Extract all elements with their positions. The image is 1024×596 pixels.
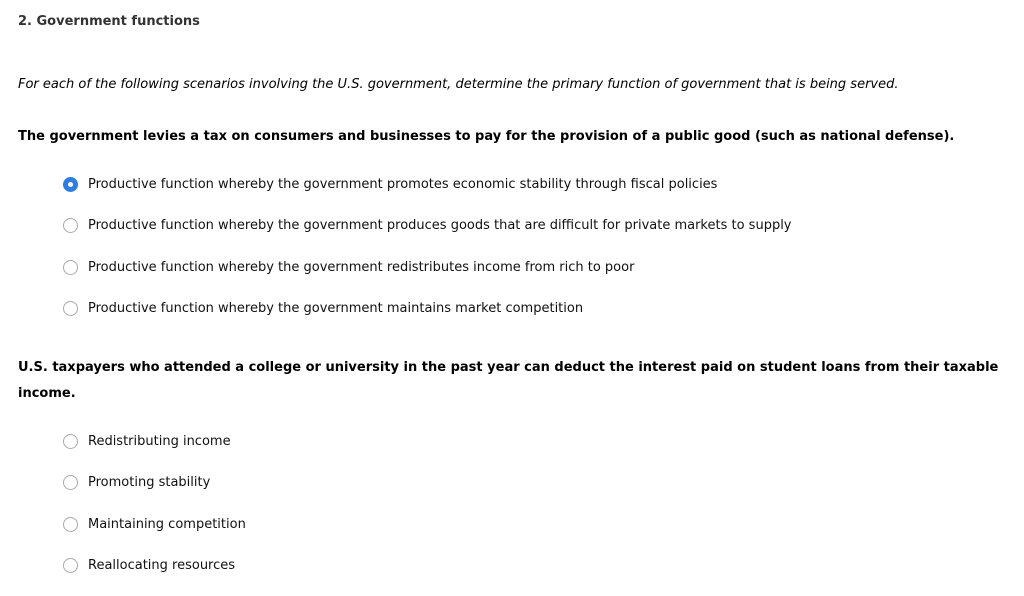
option-label[interactable]: Maintaining competition — [88, 516, 246, 532]
question-1-options — [63, 174, 792, 339]
option-label[interactable]: Productive function whereby the government promotes economic stability through fiscal policies — [88, 177, 718, 192]
option-label[interactable]: Productive function whereby the government redistributes income from rich to poor — [88, 259, 635, 275]
option-label[interactable]: Promoting stability — [88, 475, 211, 491]
page-title: 2. Government functions — [18, 14, 200, 29]
question-1-option-4[interactable] — [63, 298, 792, 319]
question-2-option-4[interactable] — [63, 555, 246, 576]
question-1-option-2[interactable] — [63, 215, 792, 236]
option-label[interactable]: Productive function whereby the government produces goods that are difficult for private markets to supply — [88, 218, 792, 234]
question-1-option-3[interactable] — [63, 257, 792, 278]
question-2-option-2[interactable] — [63, 472, 246, 493]
option-label[interactable]: Reallocating resources — [88, 557, 236, 573]
question-1-option-1[interactable] — [63, 174, 792, 195]
radio-button[interactable] — [63, 301, 78, 316]
question-1-prompt: The government levies a tax on consumers and businesses to pay for the provision of a public good (such as national defense). — [18, 129, 955, 144]
radio-button[interactable] — [63, 260, 78, 275]
question-2-option-3[interactable] — [63, 514, 246, 535]
instructions-text: For each of the following scenarios involving the U.S. government, determine the primary function of government that is being served. — [18, 77, 899, 92]
option-label[interactable]: Productive function whereby the government maintains market competition — [88, 300, 584, 316]
radio-button[interactable] — [63, 475, 78, 490]
question-2-prompt: U.S. taxpayers who attended a college or university in the past year can deduct the interest paid on student loans from their taxable income. — [18, 360, 999, 401]
radio-button[interactable] — [63, 558, 78, 573]
radio-button[interactable] — [63, 434, 78, 449]
radio-button[interactable] — [63, 177, 78, 192]
question-2-options — [63, 431, 246, 596]
option-label[interactable]: Redistributing income — [88, 434, 231, 449]
radio-button[interactable] — [63, 218, 78, 233]
question-2-option-1[interactable] — [63, 431, 246, 452]
radio-button[interactable] — [63, 517, 78, 532]
